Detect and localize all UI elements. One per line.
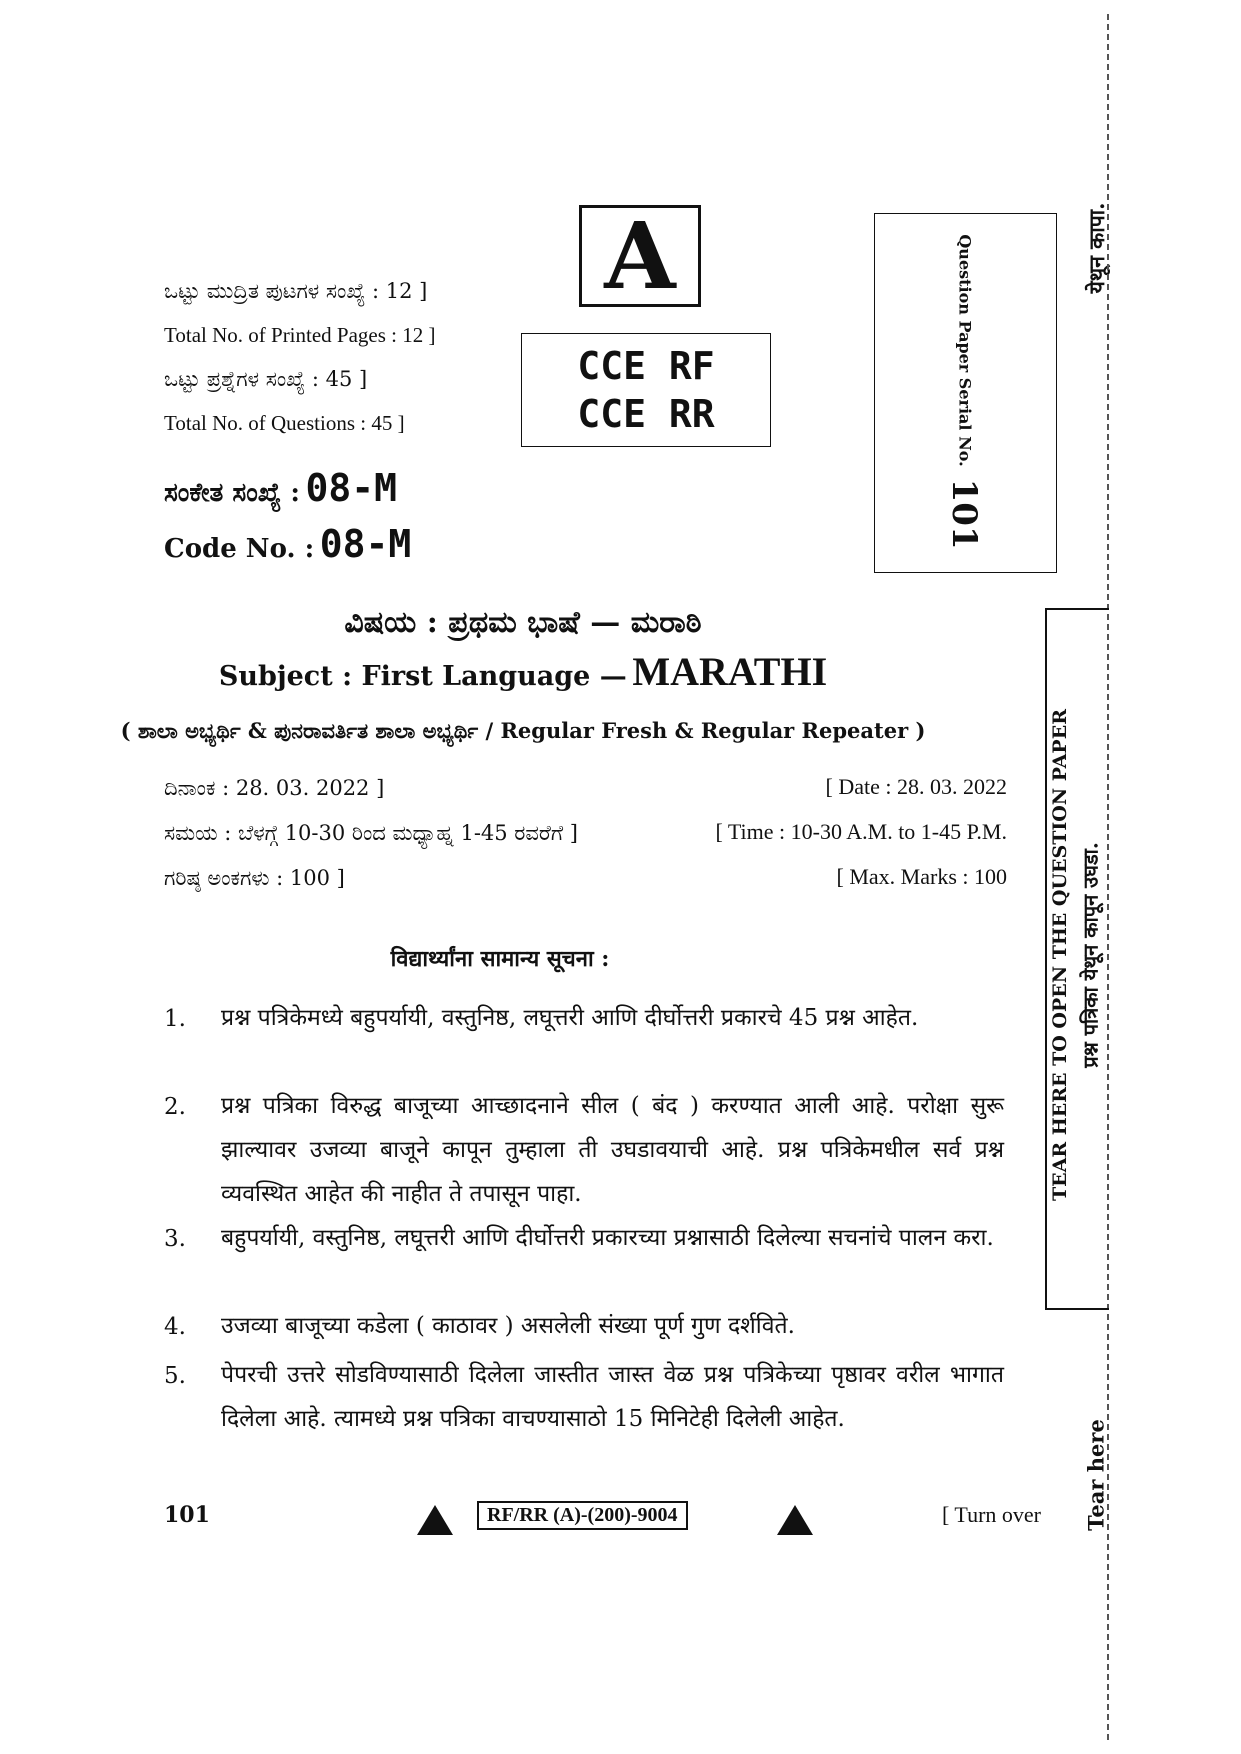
cut-here-top: येथून कापा.	[1084, 202, 1109, 294]
questions-count-kn: ಒಟ್ಟು ಪ್ರಶ್ನೆಗಳ ಸಂಖ್ಯೆ : 45 ]	[164, 367, 368, 391]
subject-value: MARATHI	[632, 649, 828, 694]
time-en: [ Time : 10-30 A.M. to 1-45 P.M.	[715, 819, 1007, 844]
questions-count-en: Total No. of Questions : 45 ]	[164, 411, 405, 435]
subject-en	[0, 648, 1046, 695]
tear-instruction-en: TEAR HERE TO OPEN THE QUESTION PAPER	[1049, 709, 1071, 1201]
code-value-kn: 08-M	[305, 466, 398, 510]
date-kn: ದಿನಾಂಕ : 28. 03. 2022 ]	[164, 776, 385, 800]
subject-label: Subject : First Language —	[218, 661, 627, 692]
instruction-text: उजव्या बाजूच्या कडेला ( काठावर ) असलेली संख्या पूर्ण गुण दर्शविते.	[221, 1313, 795, 1339]
tear-instruction-mr: प्रश्न पत्रिका येथून कापून उघडा.	[1078, 842, 1103, 1068]
code-kn	[164, 466, 397, 510]
instruction-text: प्रश्न पत्रिका विरुद्ध बाजूच्या आच्छादनाने सील ( बंद ) करण्यात आली आहे. परोक्षा सुरू झाल्यावर उजव्या बाजूने कापून तुम्हाला ती उघडावयाची आहे. प्रश्न पत्रिकेमधील सर्व प्रश्न व्यवस्थित आहेत की नाहीत ते तपासून पाहा.	[221, 1093, 1004, 1207]
instruction-text: पेपरची उत्तरे सोडविण्यासाठी दिलेला जास्तीत जास्त वेळ प्रश्न पत्रिकेच्या पृष्ठावर वरील भागात दिलेला आहे. त्यामध्ये प्रश्न पत्रिका वाचण्यासाठो 15 मिनिटेही दिलेली आहेत.	[221, 1362, 1004, 1432]
instruction-number: 4.	[164, 1314, 186, 1340]
instruction-number: 1.	[164, 1006, 186, 1032]
triangle-left-icon	[417, 1505, 453, 1535]
instruction-number: 5.	[164, 1363, 186, 1389]
instruction-number: 3.	[164, 1226, 186, 1252]
code-label-en: Code No. :	[164, 534, 315, 564]
cce-line-1: CCE RF	[577, 344, 715, 388]
date-en: [ Date : 28. 03. 2022	[825, 774, 1007, 799]
set-letter-box: A	[579, 205, 701, 307]
serial-value: 101	[944, 478, 984, 550]
instructions-title: विद्यार्थ्यांना सामान्य सूचना :	[390, 946, 610, 972]
code-en	[164, 522, 411, 566]
footer-paper-code: RF/RR (A)-(200)-9004	[477, 1501, 688, 1530]
printed-pages-en: Total No. of Printed Pages : 12 ]	[164, 323, 436, 347]
triangle-right-icon	[777, 1505, 813, 1535]
code-value-en: 08-M	[319, 522, 412, 566]
instruction-text: बहुपर्यायी, वस्तुनिष्ठ, लघूत्तरी आणि दीर्घोत्तरी प्रकारच्या प्रश्नासाठी दिलेल्या सचनांचे पालन करा.	[221, 1225, 994, 1251]
candidate-category: ( ಶಾಲಾ ಅಭ್ಯರ್ಥಿ & ಪುನರಾವರ್ತಿತ ಶಾಲಾ ಅಭ್ಯರ್ಥಿ / Regular Fresh & Regular Repeater )	[120, 718, 926, 743]
instruction-number: 2.	[164, 1094, 186, 1120]
marks-kn: ಗರಿಷ್ಠ ಅಂಕಗಳು : 100 ]	[164, 866, 345, 890]
cce-box	[521, 333, 771, 447]
time-kn: ಸಮಯ : ಬೆಳಗ್ಗೆ 10-30 ರಿಂದ ಮಧ್ಯಾಹ್ನ 1-45 ರವರೆಗೆ ]	[164, 821, 578, 845]
serial-number	[944, 234, 984, 549]
footer-page-number: 101	[164, 1502, 210, 1528]
code-label-kn: ಸಂಕೇತ ಸಂಖ್ಯೆ :	[164, 478, 300, 508]
cce-line-2: CCE RR	[577, 392, 715, 436]
serial-label: Question Paper Serial No.	[955, 234, 975, 467]
tear-here-label: Tear here	[1083, 1419, 1109, 1531]
subject-kn: ವಿಷಯ : ಪ್ರಥಮ ಭಾಷೆ — ಮರಾಠಿ	[344, 605, 702, 640]
printed-pages-kn: ಒಟ್ಟು ಮುದ್ರಿತ ಪುಟಗಳ ಸಂಖ್ಯೆ : 12 ]	[164, 279, 428, 303]
marks-en: [ Max. Marks : 100	[836, 864, 1007, 889]
instruction-text: प्रश्न पत्रिकेमध्ये बहुपर्यायी, वस्तुनिष्ठ, लघूत्तरी आणि दीर्घोत्तरी प्रकारचे 45 प्रश्न आहेत.	[221, 1005, 919, 1031]
turn-over: [ Turn over	[942, 1502, 1042, 1527]
